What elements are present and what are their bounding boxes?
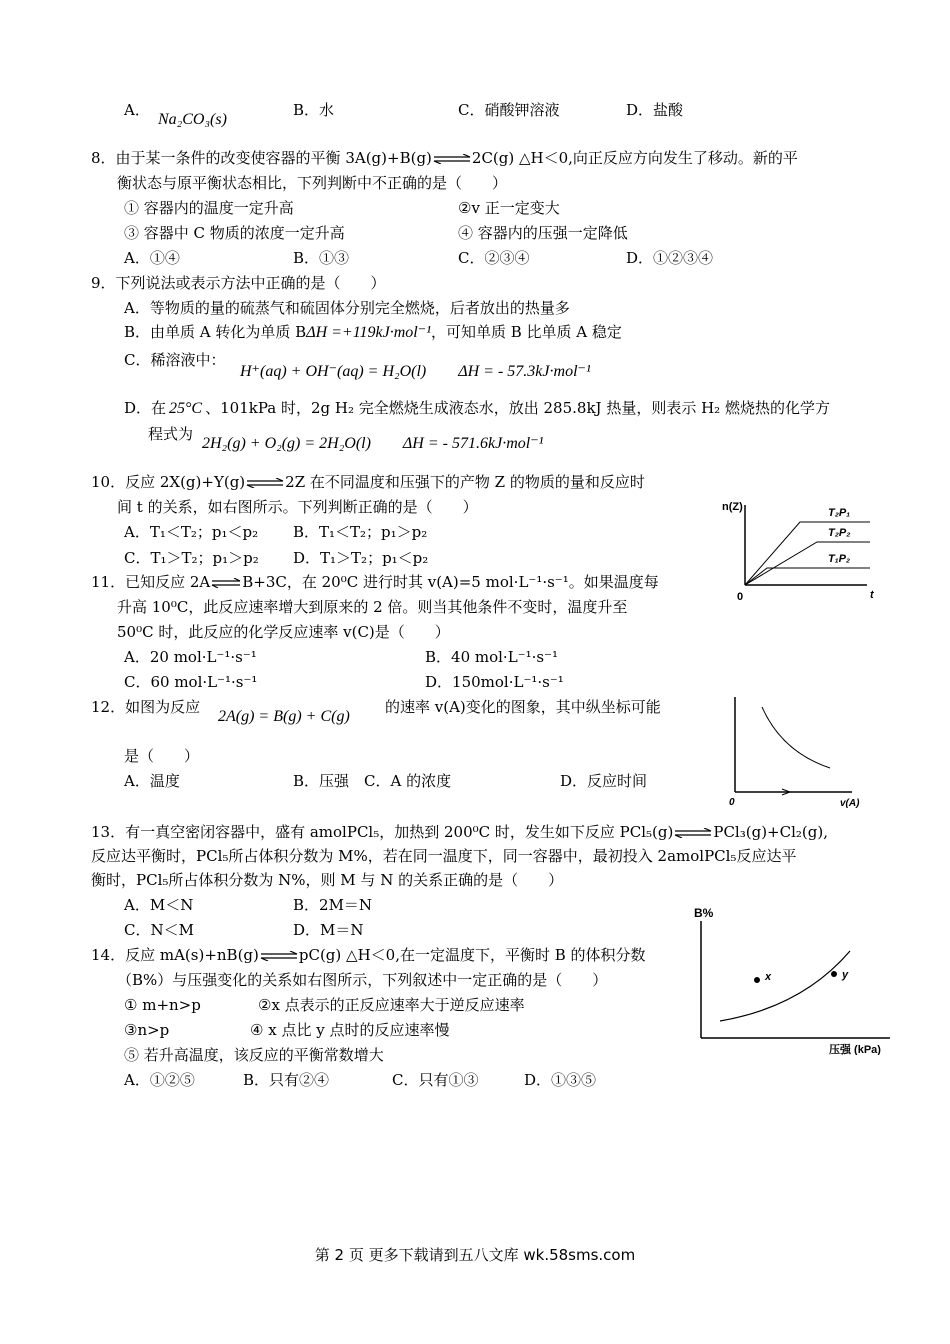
q11-option-c: C．60 mol·L⁻¹·s⁻¹	[124, 673, 258, 691]
q11-stem-line3: 50⁰C 时，此反应的化学反应速率 v(C)是（ ）	[117, 623, 450, 641]
q10-stem-part2: 2Z 在不同温度和压强下的产物 Z 的物质的量和反应时	[285, 473, 645, 491]
q14-statement-5: ⑤ 若升高温度，该反应的平衡常数增大	[124, 1046, 384, 1064]
equilibrium-arrow-icon	[432, 154, 472, 164]
q9-option-d-temp: 25°C	[169, 400, 203, 417]
q9-option-c-label: C．稀溶液中：	[124, 351, 226, 369]
q7-option-d: D．盐酸	[626, 101, 684, 119]
q14-fig-ylabel: B%	[694, 906, 714, 920]
q14-fig-curve	[720, 951, 850, 1021]
q14-stem-line2: （B%）与压强变化的关系如右图所示，下列叙述中一定正确的是（ ）	[117, 971, 608, 989]
q14-stem-part2: pC(g) △H＜0,在一定温度下，平衡时 B 的体积分数	[298, 946, 646, 964]
q11-option-d: D．150mol·L⁻¹·s⁻¹	[425, 673, 564, 691]
q12-fig-xlabel: v(A)	[840, 798, 860, 809]
q12-stem-text: 的速率 v(A)变化的图象，其中纵坐标可能	[385, 698, 661, 716]
q7-option-c: C．硝酸钾溶液	[458, 101, 560, 119]
q12-option-a: A．温度	[124, 772, 180, 790]
q14-option-a: A．①②⑤	[124, 1071, 195, 1089]
q13-stem-line3: 衡时，PCl₅所占体积分数为 N%，则 M 与 N 的关系正确的是（ ）	[91, 871, 564, 889]
q10-curve-1	[745, 522, 870, 585]
q12-fig-curve	[762, 707, 830, 768]
q13-option-b: B．2M＝N	[293, 896, 373, 914]
q13-stem-part2: PCl₃(g)+Cl₂(g),	[713, 823, 828, 841]
q12-stem-line2: 是（ ）	[124, 747, 200, 765]
q7-option-a-formula: Na₂CO₃(s)	[158, 111, 227, 128]
q14-option-b: B．只有②④	[243, 1071, 330, 1089]
q11-option-a: A．20 mol·L⁻¹·s⁻¹	[124, 648, 257, 666]
equilibrium-arrow-icon	[259, 951, 299, 961]
q9-option-c-formula: H⁺(aq) + OH⁻(aq) = H₂O(l) ΔH = - 57.3kJ·mol⁻¹	[240, 363, 591, 380]
q10-option-c: C．T₁＞T₂；p₁＞p₂	[124, 549, 259, 567]
q11-stem-part2: B+3C，在 20⁰C 进行时其 v(A)=5 mol·L⁻¹·s⁻¹。如果温度每	[242, 573, 659, 591]
q8-stem-line1	[91, 148, 798, 168]
q10-stem-line1	[91, 472, 645, 492]
q7-option-b: B．水	[293, 101, 335, 119]
q14-fig-xlabel: 压强 (kPa)	[829, 1044, 881, 1055]
q12-option-d: D．反应时间	[560, 772, 648, 790]
q8-stem-part1: 8．由于某一条件的改变使容器的平衡 3A(g)+B(g)	[91, 149, 432, 167]
q9-option-d-line2-label: 程式为	[148, 425, 194, 443]
q14-stem-part1: 14．反应 mA(s)+nB(g)	[91, 946, 259, 964]
q12-stem-label: 12．如图为反应	[91, 698, 201, 716]
q9-option-b-text2: ，可知单质 B 比单质 A 稳定	[430, 323, 622, 341]
q10-curve-1-label: T₂P₁	[828, 507, 851, 519]
q8-statement-3: ③ 容器中 C 物质的浓度一定升高	[124, 224, 345, 242]
q10-curve-2-label: T₂P₂	[828, 527, 851, 539]
q10-fig-ylabel: n(Z)	[722, 501, 743, 513]
q14-point-x	[754, 977, 760, 983]
q8-statement-2: ②v 正一定变大	[458, 199, 560, 217]
q14-statement-1: ① m+n>p	[124, 996, 201, 1014]
q9-option-d-formula: 2H₂(g) + O₂(g) = 2H₂O(l) ΔH = - 571.6kJ·mol⁻¹	[202, 435, 544, 452]
q9-option-b-text1: B．由单质 A 转化为单质 B	[124, 323, 307, 341]
q11-stem-line1	[91, 572, 659, 592]
q10-stem-line2: 间 t 的关系，如右图所示。下列判断正确的是（ ）	[117, 498, 478, 516]
q10-curve-3	[745, 568, 870, 585]
q14-statement-2: ②x 点表示的正反应速率大于逆反应速率	[258, 996, 525, 1014]
q9-option-d-text1: D．在	[124, 399, 167, 417]
q8-stem-line2: 衡状态与原平衡状态相比，下列判断中不正确的是（ ）	[117, 174, 508, 192]
q13-option-c: C．N＜M	[124, 921, 194, 939]
q13-stem-part1: 13．有一真空密闭容器中，盛有 amolPCl₅，加热到 200⁰C 时，发生如下反应 PCl₅(g)	[91, 823, 674, 841]
q12-formula: 2A(g) = B(g) + C(g)	[218, 708, 350, 725]
page-footer: 第 2 页 更多下载请到五八文库 wk.58sms.com	[314, 1246, 636, 1264]
q10-option-d: D．T₁＞T₂；p₁＜p₂	[293, 549, 429, 567]
q9-option-d-line1	[124, 398, 830, 419]
q8-option-a: A．①④	[124, 249, 180, 267]
q10-fig-xlabel: t	[870, 589, 874, 601]
q10-fig-origin: 0	[737, 591, 744, 603]
q9-option-a: A．等物质的量的硫蒸气和硫固体分别完全燃烧，后者放出的热量多	[124, 299, 570, 317]
q12-fig-origin: 0	[729, 797, 735, 808]
q11-stem-part1: 11．已知反应 2A	[91, 573, 211, 591]
q12-figure	[722, 692, 862, 812]
q13-option-a: A．M＜N	[124, 896, 194, 914]
q10-curve-3-label: T₁P₂	[828, 553, 851, 565]
q14-statement-3: ③n>p	[124, 1021, 170, 1039]
q14-statement-4: ④ x 点比 y 点时的反应速率慢	[250, 1021, 450, 1039]
q11-stem-line2: 升高 10⁰C，此反应速率增大到原来的 2 倍。则当其他条件不变时，温度升至	[117, 598, 628, 616]
q11-option-b: B．40 mol·L⁻¹·s⁻¹	[425, 648, 558, 666]
q8-option-c: C．②③④	[458, 249, 530, 267]
q8-option-b: B．①③	[293, 249, 350, 267]
q14-stem-line1	[91, 945, 646, 965]
q9-option-b	[124, 322, 622, 343]
q13-option-d: D．M＝N	[293, 921, 364, 939]
equilibrium-arrow-icon	[210, 578, 242, 588]
q8-stem-part2: 2C(g) △H＜0,向正反应方向发生了移动。新的平	[471, 149, 798, 167]
q14-point-y-label: y	[842, 969, 849, 981]
q13-stem-line1	[91, 822, 828, 842]
q14-point-x-label: x	[765, 971, 772, 983]
q14-option-c: C．只有①③	[392, 1071, 479, 1089]
q10-stem-part1: 10．反应 2X(g)+Y(g)	[91, 473, 246, 491]
q8-statement-1: ① 容器内的温度一定升高	[124, 199, 294, 217]
q8-option-d: D．①②③④	[626, 249, 714, 267]
q7-option-a-label: A．	[124, 101, 150, 119]
q8-statement-4: ④ 容器内的压强一定降低	[458, 224, 628, 242]
q12-option-bc: B．压强 C．A 的浓度	[293, 772, 452, 790]
q10-option-b: B．T₁＜T₂；p₁＞p₂	[293, 523, 428, 541]
q9-stem: 9．下列说法或表示方法中正确的是（ ）	[91, 274, 386, 292]
q9-option-d-text2: 、101kPa 时，2g H₂ 完全燃烧生成液态水，放出 285.8kJ 热量，则表示 H₂ 燃烧热的化学方	[205, 399, 830, 417]
q10-option-a: A．T₁＜T₂；p₁＜p₂	[124, 523, 259, 541]
q10-figure	[722, 490, 882, 610]
equilibrium-arrow-icon	[673, 828, 713, 838]
q13-stem-line2: 反应达平衡时，PCl₅所占体积分数为 M%，若在同一温度下，同一容器中，最初投入 2amolPCl₅反应达平	[91, 847, 797, 865]
q14-option-d: D．①③⑤	[524, 1071, 597, 1089]
q9-option-b-formula: ΔH =+119kJ·mol⁻¹	[306, 324, 431, 341]
q14-point-y	[831, 971, 837, 977]
equilibrium-arrow-icon	[245, 478, 285, 488]
q14-figure	[692, 905, 902, 1055]
